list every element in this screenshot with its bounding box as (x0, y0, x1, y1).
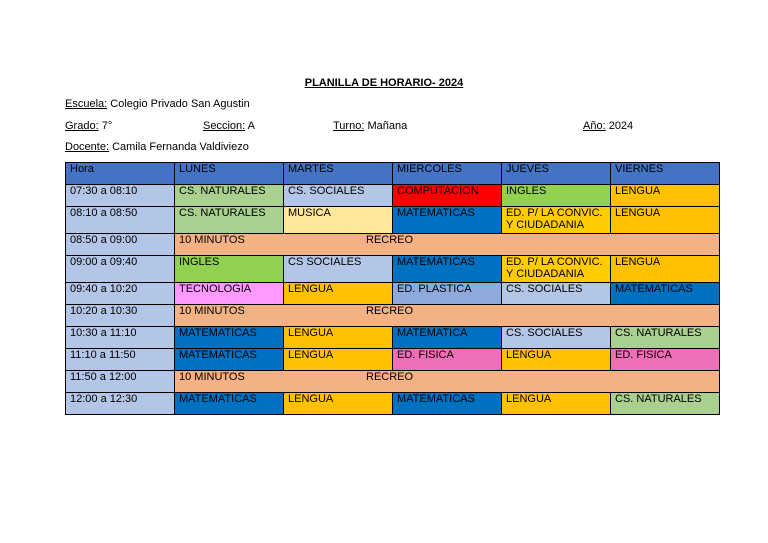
class-cell: CS. SOCIALES (502, 283, 611, 305)
table-row (66, 393, 720, 415)
hora-cell: 08:50 a 09:00 (66, 234, 175, 256)
grado-label: Grado: (65, 120, 99, 132)
class-cell: TECNOLOGÍA (175, 283, 284, 305)
class-cell: MATEMATICAS (393, 256, 502, 283)
table-row (66, 371, 720, 393)
class-cell: ED. FISICA (393, 349, 502, 371)
table-row (66, 349, 720, 371)
class-cell: CS. SOCIALES (284, 185, 393, 207)
class-cell: LENGUA (284, 349, 393, 371)
class-cell: CS. SOCIALES (502, 327, 611, 349)
table-row (66, 256, 720, 283)
recreo-label: RECREO (366, 305, 414, 317)
hora-cell: 11:10 a 11:50 (66, 349, 175, 371)
anio-field (583, 120, 633, 132)
class-cell: LENGUA (502, 349, 611, 371)
class-cell: LENGUA (611, 207, 720, 234)
recreo-duration: 10 MINUTOS (179, 234, 245, 246)
grado-value: 7° (98, 120, 113, 132)
hora-cell: 09:00 a 09:40 (66, 256, 175, 283)
escuela-line (65, 98, 250, 110)
header-lunes: LUNES (175, 163, 284, 185)
class-cell: LENGUA (502, 393, 611, 415)
escuela-label: Escuela: (65, 98, 108, 110)
recreo-duration: 10 MINUTOS (179, 371, 245, 383)
docente-line (65, 141, 249, 153)
recreo-cell (175, 371, 720, 393)
hora-cell: 07:30 a 08:10 (66, 185, 175, 207)
recreo-cell (175, 234, 720, 256)
class-cell: INGLES (502, 185, 611, 207)
class-cell: ED. P/ LA CONVIC. Y CIUDADANIA (502, 256, 611, 283)
class-cell: MATEMATICAS (393, 207, 502, 234)
hora-cell: 11:50 a 12:00 (66, 371, 175, 393)
class-cell: LENGUA (284, 393, 393, 415)
anio-label: Año: (583, 120, 606, 132)
class-cell: CS SOCIALES (284, 256, 393, 283)
schedule-table (65, 162, 720, 415)
class-cell: ED. FISICA (611, 349, 720, 371)
escuela-value: Colegio Privado San Agustin (107, 98, 250, 110)
seccion-value: A (245, 120, 255, 132)
recreo-cell (175, 305, 720, 327)
turno-value: Mañana (364, 120, 408, 132)
table-row (66, 283, 720, 305)
hora-cell: 09:40 a 10:20 (66, 283, 175, 305)
class-cell: MATEMATICAS (611, 283, 720, 305)
header-viernes: VIERNES (611, 163, 720, 185)
table-row (66, 234, 720, 256)
grado-field (65, 120, 112, 132)
class-cell: ED. PLASTICA (393, 283, 502, 305)
table-header-row (66, 163, 720, 185)
class-cell: CS. NATURALES (175, 207, 284, 234)
table-row (66, 185, 720, 207)
page-title: PLANILLA DE HORARIO- 2024 (304, 77, 464, 89)
class-cell: LENGUA (284, 283, 393, 305)
turno-label: Turno: (333, 120, 365, 132)
seccion-label: Seccion: (203, 120, 246, 132)
class-cell: LENGUA (611, 256, 720, 283)
class-cell: LENGUA (611, 185, 720, 207)
header-martes: MARTES (284, 163, 393, 185)
class-cell: LENGUA (284, 327, 393, 349)
class-cell: MATEMATICAS (175, 393, 284, 415)
hora-cell: 08:10 a 08:50 (66, 207, 175, 234)
class-cell: CS. NATURALES (611, 327, 720, 349)
recreo-duration: 10 MINUTOS (179, 305, 245, 317)
table-row (66, 305, 720, 327)
anio-value: 2024 (605, 120, 634, 132)
header-hora: Hora (66, 163, 175, 185)
header-miercoles: MIERCOLES (393, 163, 502, 185)
header-jueves: JUEVES (502, 163, 611, 185)
docente-value: Camila Fernanda Valdiviezo (109, 141, 249, 153)
hora-cell: 10:20 a 10:30 (66, 305, 175, 327)
turno-field (333, 120, 407, 132)
class-cell: MATEMATICAS (175, 349, 284, 371)
table-row (66, 207, 720, 234)
seccion-field (203, 120, 255, 132)
docente-label: Docente: (65, 141, 110, 153)
class-cell: CS. NATURALES (175, 185, 284, 207)
recreo-label: RECREO (366, 371, 414, 383)
table-row (66, 327, 720, 349)
class-cell: COMPUTACION (393, 185, 502, 207)
hora-cell: 12:00 a 12:30 (66, 393, 175, 415)
recreo-label: RECREO (366, 234, 414, 246)
class-cell: INGLES (175, 256, 284, 283)
class-cell: MATEMATICAS (175, 327, 284, 349)
hora-cell: 10:30 a 11:10 (66, 327, 175, 349)
class-cell: MUSICA (284, 207, 393, 234)
class-cell: MATEMATICA (393, 327, 502, 349)
class-cell: ED. P/ LA CONVIC. Y CIUDADANIA (502, 207, 611, 234)
class-cell: CS. NATURALES (611, 393, 720, 415)
class-cell: MATEMATICAS (393, 393, 502, 415)
